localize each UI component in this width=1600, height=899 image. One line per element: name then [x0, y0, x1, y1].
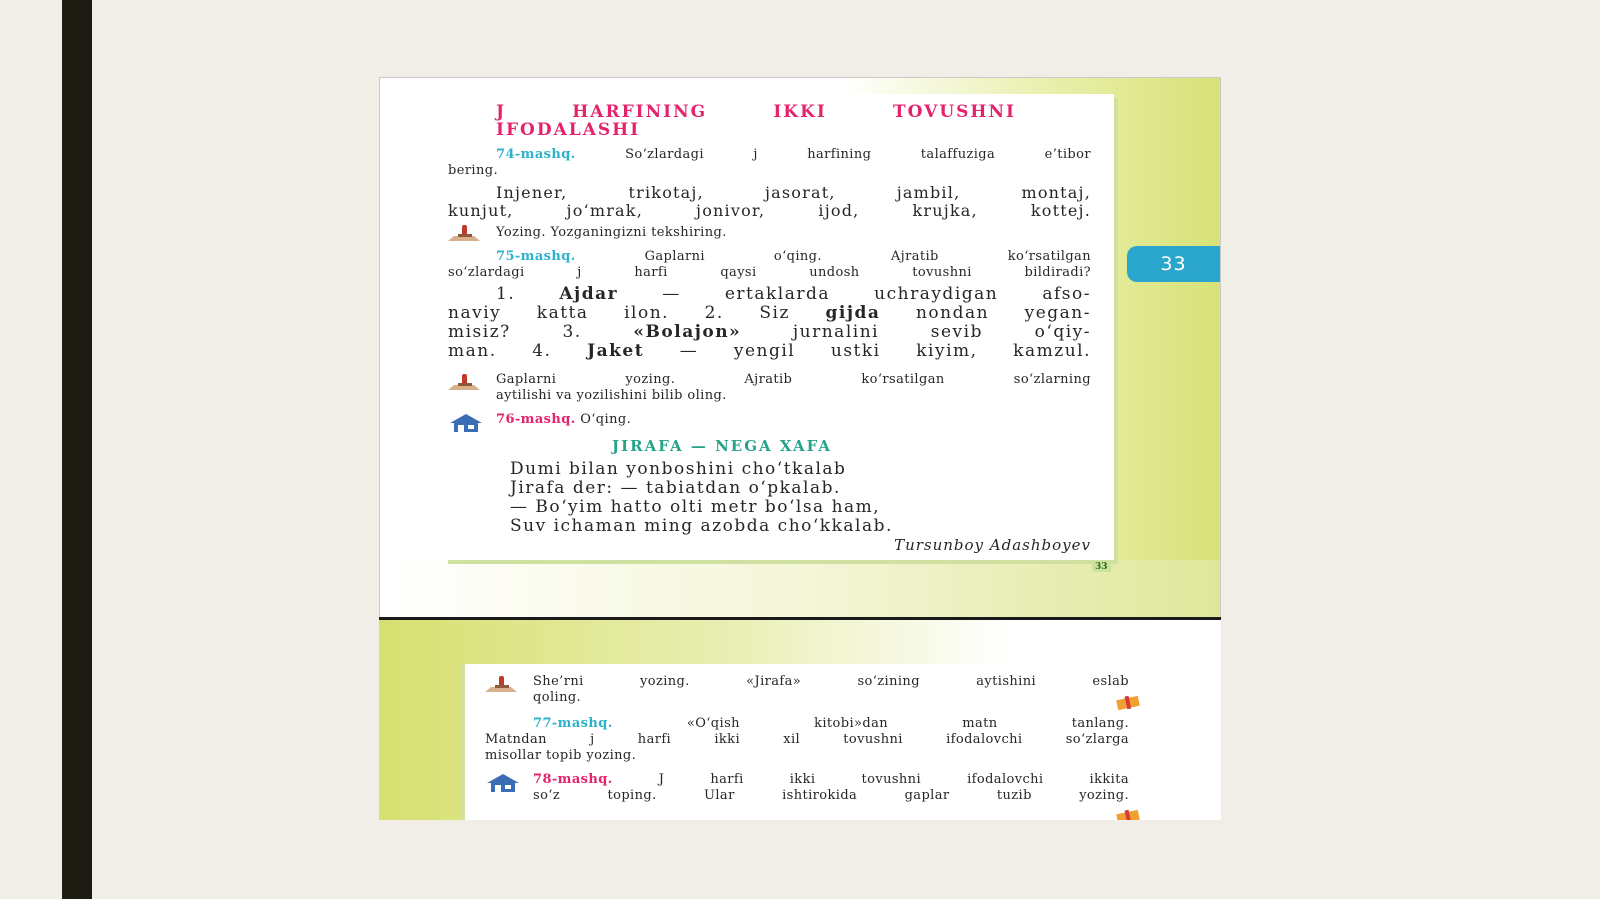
exercise-76-label: 76-mashq. [496, 412, 576, 427]
exercise-74 [448, 147, 1091, 179]
exercise-77-instruction: «O‘qish kitobi»dan matn tanlang. [686, 716, 1129, 731]
bold-word-gijda: gijda [825, 303, 881, 323]
poem-write-task: She’rni yozing. «Jirafa» so‘zining aytishini eslab qoling. [533, 674, 1129, 705]
sentences-block: 1. Ajdar — ertaklarda uchraydigan afso- naviy katta ilon. 2. Siz gijda nondan yegan- misiz? 3. «Bolajon» jurnalini sevib o‘qiy- man. 4. Jaket — yengil ustki kiyim, kamzul. [448, 284, 1091, 361]
exercise-75 [448, 249, 1091, 281]
house-icon [448, 412, 484, 434]
writing-hand-icon [446, 372, 482, 392]
left-decor-bar [62, 0, 92, 899]
bold-word-bolajon: «Bolajon» [633, 322, 742, 342]
poem-line: Suv ichaman ming azobda cho‘kkalab. [510, 516, 893, 536]
exercise-74-instruction: So‘zlardagi j harfining talaffuziga e’tibor [625, 147, 1091, 162]
textbook-page-next [379, 620, 1221, 820]
lesson-title-line2: IFODALASHI [496, 120, 641, 140]
poem-line: — Bo‘yim hatto olti metr bo‘lsa ham, [510, 497, 881, 517]
exercise-75-instruction: Gaplarni o‘qing. Ajratib ko‘rsatilgan [644, 249, 1091, 264]
textbook-page-33 [379, 77, 1221, 621]
exercise-77-label: 77-mashq. [533, 716, 613, 731]
exercise-78: 78-mashq. J harfi ikki tovushni ifodalovchi ikkita so‘z toping. Ular ishtirokida gaplar tuzib yozing. [533, 772, 1129, 803]
corner-page-number: 33 [1092, 562, 1111, 572]
lesson-title [496, 103, 1016, 139]
writing-hand-icon [446, 223, 482, 243]
poem-line: Jirafa der: — tabiatdan o‘pkalab. [510, 478, 841, 498]
exercise-77: 77-mashq. «O‘qish kitobi»dan matn tanlang. Matndan j harfi ikki xil tovushni ifodalovchi so‘zlarga misollar topib yozing. [485, 716, 1129, 763]
poem-body [510, 460, 1030, 536]
house-icon [485, 772, 521, 794]
lesson-title-line1: J HARFINING IKKI TOVUSHNI [496, 102, 1016, 122]
poem-author: Tursunboy Adashboyev [894, 536, 1091, 554]
gift-icon [1114, 806, 1144, 820]
word-list-line2: kunjut, jo‘mrak, jonivor, ijod, krujka, kottej. [448, 201, 1091, 220]
write-check-instruction: Yozing. Yozganingizni tekshiring. [496, 225, 727, 240]
exercise-74-instruction-end: bering. [448, 163, 499, 178]
exercise-75-label: 75-mashq. [496, 249, 576, 264]
page-number-tab: 33 [1127, 246, 1220, 282]
exercise-78-instruction: J harfi ikki tovushni ifodalovchi ikkita [658, 772, 1129, 787]
exercise-76 [496, 412, 1056, 428]
bold-word-ajdar: Ajdar [559, 284, 619, 304]
exercise-75-instruction-end: so‘zlardagi j harfi qaysi undosh tovushni bildiradi? [448, 265, 1091, 280]
task-write-sentences: Gaplarni yozing. Ajratib ko‘rsatilgan so‘zlarning aytilishi va yozilishini bilib oling. [496, 372, 1091, 403]
bold-word-jaket: Jaket [587, 341, 645, 361]
poem-title: JIRAFA — NEGA XAFA [612, 437, 833, 455]
gift-icon [1114, 692, 1144, 710]
poem-line: Dumi bilan yonboshini cho‘tkalab [510, 459, 847, 479]
word-list [448, 184, 1091, 220]
exercise-78-label: 78-mashq. [533, 772, 613, 787]
word-list-line1: Injener, trikotaj, jasorat, jambil, montaj, [496, 183, 1091, 202]
exercise-76-instruction: O‘qing. [580, 412, 632, 427]
writing-hand-icon [483, 674, 519, 694]
exercise-74-label: 74-mashq. [496, 147, 576, 162]
